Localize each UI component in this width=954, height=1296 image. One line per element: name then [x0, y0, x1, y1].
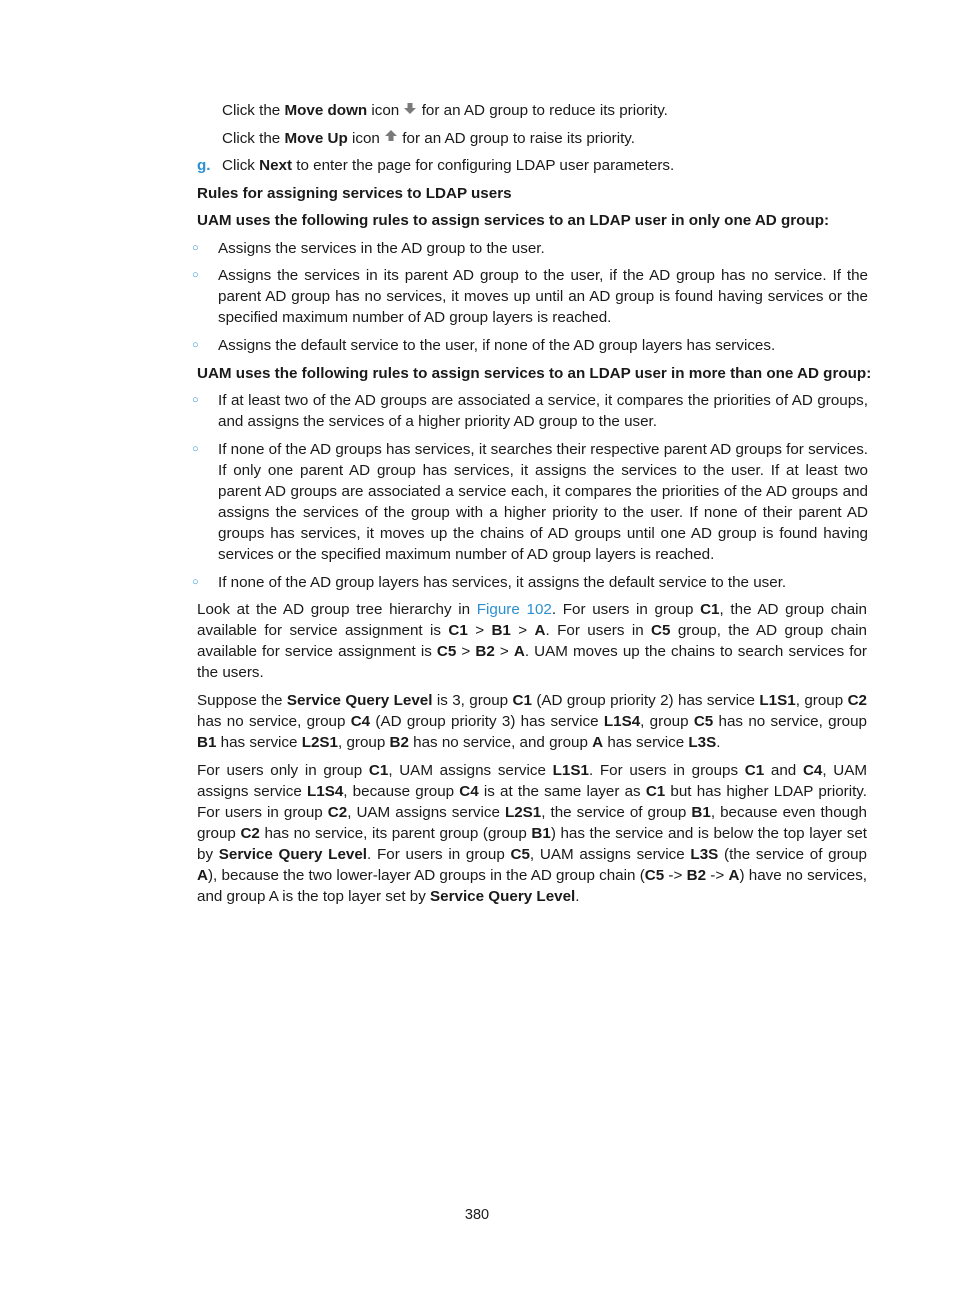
text: >: [456, 643, 476, 660]
section-title: Rules for assigning services to LDAP users: [197, 185, 512, 202]
group-name: C2: [847, 692, 867, 709]
group-name: A: [728, 867, 740, 884]
text: , group: [338, 734, 390, 751]
move-down-text-pre: Click the: [222, 102, 285, 120]
group-name: C1: [645, 783, 666, 800]
group-name: C4: [459, 783, 479, 800]
service-name: L2S1: [504, 804, 542, 821]
text: , group: [795, 692, 848, 709]
text: . For users in groups: [588, 762, 745, 779]
service-name: L1S1: [759, 692, 796, 709]
group-name: C1: [448, 622, 468, 639]
move-up-text-pre: Click the: [222, 130, 285, 148]
bullet-icon: ○: [192, 394, 199, 406]
text: (AD group priority 3) has service: [370, 713, 604, 730]
text: (AD group priority 2) has service: [531, 692, 760, 709]
group-name: C1: [368, 762, 389, 779]
page-number: 380: [464, 1207, 490, 1223]
text: , the AD group chain available for service assignment is: [197, 601, 868, 639]
text: has no service, and group: [408, 734, 593, 751]
text: For users only in group: [197, 762, 369, 779]
text: . For users in group: [551, 601, 701, 618]
text: ->: [706, 867, 729, 884]
move-up-text-post: for an AD group to raise its priority.: [398, 130, 635, 148]
service-name: L3S: [688, 734, 717, 751]
service-name: L2S1: [301, 734, 338, 751]
text: ->: [664, 867, 687, 884]
group-name: C2: [240, 825, 260, 842]
move-down-instruction: [222, 100, 668, 122]
text: has no service, group: [197, 713, 351, 730]
text: has service: [216, 734, 302, 751]
step-letter: g.: [197, 157, 211, 174]
text: is 3, group: [432, 692, 513, 709]
figure-link[interactable]: Figure 102: [476, 601, 552, 618]
bullet-icon: ○: [192, 443, 199, 455]
move-up-instruction: [222, 128, 635, 150]
group-name: C2: [327, 804, 348, 821]
text: and: [764, 762, 803, 779]
move-down-text-post: for an AD group to reduce its priority.: [417, 102, 668, 120]
text: has no service, its parent group (group: [259, 825, 532, 842]
text: >: [494, 643, 514, 660]
group-name: C5: [693, 713, 714, 730]
setting-name: Service Query Level: [430, 888, 576, 905]
text: . For users in: [545, 622, 652, 639]
group-name: C4: [802, 762, 823, 779]
bullet-icon: ○: [192, 576, 199, 588]
text: group, the AD group chain available for service assignment is: [197, 622, 867, 660]
move-down-label: Move down: [284, 102, 368, 120]
group-name: A: [513, 643, 525, 660]
service-name: L1S4: [306, 783, 344, 800]
text: . For users in group: [367, 846, 511, 863]
bullet-icon: ○: [192, 242, 199, 254]
move-down-text-mid: icon: [367, 102, 404, 120]
text: ) have no services, and group A is the top layer set by: [197, 867, 868, 905]
single-group-rule-2: Assigns the services in its parent AD group to the user, if the AD group has no service. If the parent AD group has no services, it moves up until an AD group is found having services or the specified maximum number of AD group layers is reached.: [218, 267, 868, 326]
group-name: C5: [436, 643, 457, 660]
group-name: B1: [491, 622, 511, 639]
step-g-instruction: [222, 155, 674, 176]
text: Look at the AD group tree hierarchy in: [197, 601, 477, 618]
group-name: C5: [644, 867, 665, 884]
bullet-icon: ○: [192, 269, 199, 281]
single-group-heading: UAM uses the following rules to assign services to an LDAP user in only one AD group:: [197, 212, 830, 229]
step-g-text-pre: Click: [222, 157, 260, 174]
text: >: [510, 622, 535, 639]
text: , UAM assigns service: [347, 804, 505, 821]
text: has no service, group: [713, 713, 867, 730]
text: but has higher LDAP priority. For users in group: [197, 783, 867, 821]
step-g-marker: [197, 155, 211, 176]
group-name: A: [592, 734, 604, 751]
group-name: C1: [744, 762, 765, 779]
text: , UAM assigns service: [197, 762, 868, 800]
group-name: C1: [512, 692, 532, 709]
group-name: B2: [389, 734, 409, 751]
text: (the service of group: [718, 846, 867, 863]
multi-group-heading: UAM uses the following rules to assign services to an LDAP user in more than one AD group:: [197, 365, 872, 382]
multi-group-rule-2: If none of the AD groups has services, it searches their respective parent AD groups for services. If only one parent AD group has services, it assigns the services to the user. If at least two parent AD groups are associated a service each, it compares the priorities of the AD groups and assigns the services of the group with a higher priority to the user. If none of their parent AD groups has services, it moves up the chains of AD groups until one AD group is found having services or the specified maximum number of AD group layers is reached.: [218, 441, 869, 563]
text: , UAM assigns service: [388, 762, 553, 779]
paragraph-service-results: [197, 760, 867, 907]
paragraph-service-setup: [197, 690, 867, 753]
arrow-down-icon: [403, 100, 417, 122]
service-name: L3S: [690, 846, 719, 863]
group-name: B1: [197, 734, 217, 751]
setting-name: Service Query Level: [218, 846, 368, 863]
group-name: B2: [686, 867, 707, 884]
paragraph-group-chain: [197, 599, 867, 683]
multi-group-rule-1: If at least two of the AD groups are associated a service, it compares the priorities of AD groups, and assigns the services of a higher priority AD group to the user.: [218, 392, 868, 430]
arrow-up-icon: [384, 128, 398, 150]
text: . UAM moves up the chains to search services for the users.: [197, 643, 867, 681]
single-group-rule-1: Assigns the services in the AD group to the user.: [218, 240, 545, 257]
group-name: C5: [510, 846, 530, 863]
text: Suppose the: [197, 692, 287, 709]
group-name: A: [197, 867, 208, 884]
setting-name: Service Query Level: [286, 692, 433, 709]
text: , because even though group: [197, 804, 868, 842]
text: , UAM assigns service: [529, 846, 691, 863]
next-label: Next: [259, 157, 293, 174]
group-name: C4: [350, 713, 371, 730]
text: >: [467, 622, 492, 639]
text: , group: [640, 713, 694, 730]
service-name: L1S4: [603, 713, 641, 730]
text: , the service of group: [541, 804, 692, 821]
multi-group-rule-3: If none of the AD group layers has services, it assigns the default service to the user.: [218, 574, 787, 591]
group-name: B2: [475, 643, 495, 660]
text: , because group: [343, 783, 460, 800]
text: .: [575, 888, 580, 905]
move-up-text-mid: icon: [347, 130, 385, 148]
text: ), because the two lower-layer AD groups in the AD group chain (: [207, 867, 645, 884]
move-up-label: Move Up: [284, 130, 348, 148]
group-name: C1: [700, 601, 720, 618]
text: has service: [603, 734, 689, 751]
single-group-rule-3: Assigns the default service to the user, if none of the AD group layers has services.: [218, 337, 776, 354]
service-name: L1S1: [552, 762, 589, 779]
group-name: B1: [531, 825, 551, 842]
group-name: A: [534, 622, 546, 639]
text: .: [716, 734, 721, 751]
step-g-text-post: to enter the page for configuring LDAP user parameters.: [292, 157, 675, 174]
text: is at the same layer as: [478, 783, 646, 800]
group-name: C5: [651, 622, 671, 639]
text: ) has the service and is below the top layer set by: [197, 825, 867, 863]
group-name: B1: [691, 804, 711, 821]
bullet-icon: ○: [192, 339, 199, 351]
